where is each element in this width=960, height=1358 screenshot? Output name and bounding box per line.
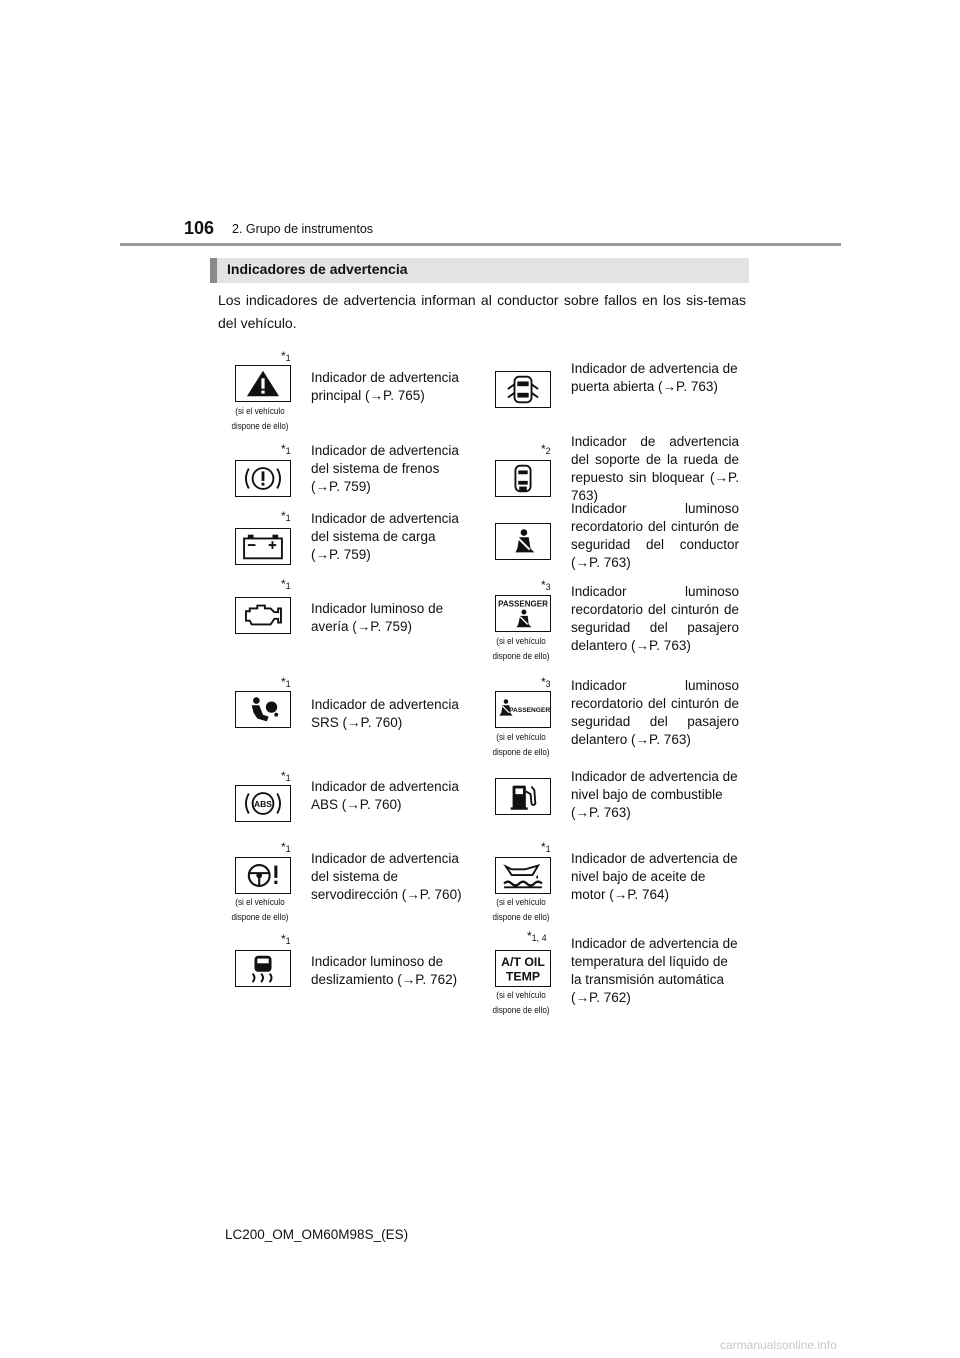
star-marker: $*_1$ bbox=[281, 932, 291, 946]
passenger-seatbelt-icon bbox=[496, 596, 550, 631]
warning-icon-box bbox=[235, 857, 291, 894]
item-description: Indicador de advertencia de puerta abierta (→P. 763) bbox=[571, 361, 738, 394]
warning-icon-box bbox=[235, 365, 291, 402]
item-description: Indicador luminoso recordatorio del cinturón de seguridad del conductor (→P. 763) bbox=[571, 501, 739, 570]
section-title: Indicadores de advertencia bbox=[227, 261, 408, 277]
item-description: Indicador de advertencia principal (→P. 765) bbox=[311, 370, 459, 403]
svg-text:A/T OIL: A/T OIL bbox=[501, 955, 545, 970]
svg-text:PASSENGER: PASSENGER bbox=[498, 599, 548, 609]
star-marker: $*_1$ bbox=[281, 675, 291, 689]
master-warning-icon bbox=[236, 366, 290, 401]
availability-note: (si el vehículo dispone de ello) bbox=[492, 990, 550, 1016]
warning-icon-box bbox=[235, 785, 291, 822]
warning-icon-box bbox=[495, 778, 551, 815]
power-steering-icon bbox=[236, 858, 290, 893]
at-oil-temp-icon bbox=[496, 951, 550, 986]
warning-icon-box bbox=[235, 950, 291, 987]
star-marker: $*_1$ bbox=[281, 509, 291, 523]
warning-icon-box bbox=[235, 460, 291, 497]
star-marker: $*_2$ bbox=[541, 442, 551, 456]
availability-note: (si el vehículo dispone de ello) bbox=[492, 732, 550, 758]
warning-icon-box bbox=[495, 523, 551, 560]
availability-note: (si el vehículo dispone de ello) bbox=[492, 897, 550, 923]
star-marker: $*_{1, 4}$ bbox=[527, 929, 547, 943]
warning-icon-box bbox=[235, 597, 291, 634]
door-open-icon bbox=[496, 372, 550, 407]
low-oil-level-icon bbox=[496, 858, 550, 893]
star-marker: $*_1$ bbox=[281, 349, 291, 363]
brake-warning-icon bbox=[236, 461, 290, 496]
abs-warning-icon bbox=[236, 786, 290, 821]
star-marker: $*_1$ bbox=[281, 442, 291, 456]
intro-paragraph: Los indicadores de advertencia informan al conductor sobre fallos en los sis-temas del vehículo. bbox=[218, 292, 746, 331]
warning-icon-box bbox=[495, 595, 551, 632]
star-marker: $*_1$ bbox=[281, 769, 291, 783]
page-number: 106 bbox=[184, 218, 215, 238]
svg-text:TEMP: TEMP bbox=[505, 969, 541, 984]
driver-seatbelt-icon bbox=[496, 524, 550, 559]
warning-icon-box bbox=[235, 528, 291, 565]
star-marker: $*_3$ bbox=[541, 675, 551, 689]
srs-airbag-icon bbox=[236, 692, 290, 727]
warning-icon-box bbox=[495, 857, 551, 894]
watermark: carmanualsonline.info bbox=[720, 1338, 837, 1352]
warning-icon-box bbox=[235, 691, 291, 728]
item-description: Indicador luminoso de avería (→P. 759) bbox=[311, 601, 444, 634]
svg-text:ABS: ABS bbox=[254, 798, 272, 809]
document-code: LC200_OM_OM60M98S_(ES) bbox=[225, 1227, 409, 1242]
star-marker: $*_1$ bbox=[541, 840, 551, 854]
warning-icon-box bbox=[495, 371, 551, 408]
item-description: Indicador de advertencia del soporte de la rueda de repuesto sin bloquear (→P. 763) bbox=[571, 434, 739, 503]
item-description: Indicador de advertencia de nivel bajo de aceite de motor (→P. 764) bbox=[571, 851, 738, 902]
spare-tire-carrier-icon bbox=[496, 461, 550, 496]
low-fuel-icon bbox=[496, 779, 550, 814]
item-description: Indicador luminoso recordatorio del cinturón de seguridad del pasajero delantero (→P. 763) bbox=[571, 678, 739, 747]
warning-icon-box bbox=[495, 460, 551, 497]
star-marker: $*_1$ bbox=[281, 577, 291, 591]
availability-note: (si el vehículo dispone de ello) bbox=[492, 636, 550, 662]
warning-icon-box bbox=[495, 691, 551, 728]
chapter-title: 2. Grupo de instrumentos bbox=[232, 222, 374, 236]
star-marker: $*_1$ bbox=[281, 840, 291, 854]
item-description: Indicador de advertencia del sistema de servodirección (→P. 760) bbox=[311, 851, 462, 902]
item-description: Indicador de advertencia del sistema de frenos (→P. 759) bbox=[311, 443, 459, 494]
item-description: Indicador luminoso recordatorio del cinturón de seguridad del pasajero delantero (→P. 763) bbox=[571, 584, 739, 653]
item-description: Indicador luminoso de deslizamiento (→P. 762) bbox=[311, 954, 458, 987]
availability-note: (si el vehículo dispone de ello) bbox=[231, 897, 289, 923]
header-rule bbox=[120, 243, 841, 246]
availability-note: (si el vehículo dispone de ello) bbox=[231, 406, 289, 432]
passenger-seatbelt-alt-icon bbox=[496, 692, 550, 727]
item-description: Indicador de advertencia de nivel bajo de combustible (→P. 763) bbox=[571, 769, 738, 820]
item-description: Indicador de advertencia ABS (→P. 760) bbox=[311, 779, 459, 812]
svg-text:PASSENGER: PASSENGER bbox=[509, 706, 550, 714]
check-engine-icon bbox=[236, 598, 290, 633]
battery-charge-icon bbox=[236, 529, 290, 564]
item-description: Indicador de advertencia SRS (→P. 760) bbox=[311, 697, 459, 730]
star-marker: $*_3$ bbox=[541, 578, 551, 592]
slip-indicator-icon bbox=[236, 951, 290, 986]
item-description: Indicador de advertencia de temperatura del líquido de la transmisión automática (→P. 762) bbox=[571, 936, 738, 1005]
item-description: Indicador de advertencia del sistema de carga (→P. 759) bbox=[311, 511, 459, 562]
section-heading bbox=[210, 258, 749, 283]
warning-icon-box bbox=[495, 950, 551, 987]
